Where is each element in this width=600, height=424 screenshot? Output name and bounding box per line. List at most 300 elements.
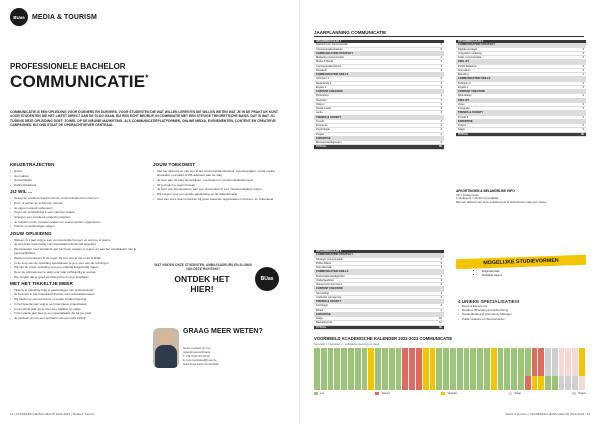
course-credits: 6	[440, 43, 442, 47]
year-title: OPLEIDINGSJAAR 1	[314, 40, 444, 43]
course-name: Grafische vormgeving	[316, 295, 342, 299]
calendar-cell	[470, 348, 477, 355]
course-name: Illustrator	[316, 98, 327, 102]
calendar-cell	[423, 369, 430, 376]
calendar-cell	[416, 383, 423, 390]
calendar-title: VOORBEELD ACADEMISCHE KALENDER 2022-2023 COMMUNICATIE	[314, 336, 453, 341]
course-name: Engels 2	[458, 85, 469, 89]
planning-divider	[314, 36, 584, 37]
calendar-cell	[314, 376, 321, 383]
text-line: 1 studiepunt = 25-30 uur studietijd	[456, 196, 499, 201]
promo-logo: BUas	[255, 267, 279, 291]
calendar-cell	[341, 376, 348, 383]
list-item: • Event	[10, 169, 140, 173]
calendar-cell	[416, 355, 423, 362]
calendar-cell	[565, 362, 572, 369]
calendar-cell	[430, 376, 437, 383]
intro-text: COMMUNICATIE IS EEN OPLEIDING VOOR DOENERS EN DURVERS. VOOR STUDENTEN DIE WAT WILLEN LEREN EN DIE WILLEN WETEN WAT JE IN DE PRAKTIJK KUNT. VOOR STUDENTEN DIE HET LIEFST DIRECT AAN DE SLAG GAAN, BIJ EEN ECHT BEDRIJF, IN COMBINATIE MET EEN STEVIGE THEORETISCHE BASIS. DAT IS WAT JIJ TIJDENS DEZE OPLEIDING DOET: ZOWEL OP DE NIEUWE MARKETING- ALS COMMUNICATIEPLATFORMEN, ONLINE MEDIA, EVENEMENTEN, CONTENT EN CREATIEVE CAMPAGNES. BIJ ONS STAAT DE OPDRACHTGEVER CENTRAAL.	[10, 110, 279, 127]
notes-block	[456, 190, 586, 205]
list-item: • Je studeert af met een opdracht van een echt bedrijf	[10, 316, 140, 320]
list-item: • Wij zijn de enige opleiding met een volledig Engelstalig traject	[10, 265, 140, 269]
total-value: 60	[439, 145, 442, 149]
calendar-cell	[450, 376, 457, 383]
course-name: Project	[316, 132, 325, 136]
course-credits: 3	[440, 102, 442, 106]
course-name: Media & Beeld	[316, 60, 333, 64]
calendar-cell	[375, 355, 382, 362]
course-name: Digitale strategie	[458, 47, 478, 51]
calendar-cell	[450, 369, 457, 376]
list-item: • In het derde jaar ga je voor een halfjaar op stage	[10, 307, 140, 311]
course-credits: 3	[440, 98, 442, 102]
course-name: Public Relations	[458, 64, 477, 68]
calendar-cell	[532, 355, 539, 362]
calendar-cell	[565, 348, 572, 355]
studievormen-block	[456, 257, 586, 278]
calendar-cell	[321, 348, 328, 355]
calendar-cell	[572, 348, 579, 355]
course-credits: 9	[582, 128, 584, 132]
course-name: COMMUNICATION SKILLS	[316, 73, 349, 76]
calendar-cell	[552, 355, 559, 362]
list-item: • Je kunt aan de slag bij bedrijven, overheden en communicatiebureaus	[153, 178, 285, 182]
page-subtitle: PROFESSIONELE BACHELOR	[10, 62, 126, 71]
calendar-cell	[538, 362, 545, 369]
text-line: www.buas.be/communicatie	[183, 361, 219, 366]
calendar-cell	[579, 348, 586, 355]
calendar-cell	[464, 355, 471, 362]
calendar-cell	[450, 362, 457, 369]
course-credits: 3	[440, 77, 442, 81]
calendar-cell	[504, 376, 511, 383]
legend-item: Project	[572, 392, 586, 395]
course-credits: 3	[440, 111, 442, 115]
promo-box[interactable]	[153, 263, 285, 313]
calendar-cell	[423, 348, 430, 355]
calendar-cell	[565, 383, 572, 390]
calendar-cell	[511, 355, 518, 362]
calendar-cell	[552, 369, 559, 376]
keuzetrajecten-list	[10, 169, 140, 187]
calendar-cell	[484, 383, 491, 390]
course-name: CONTENT CREATION	[316, 90, 343, 93]
course-name: Bachelorproef	[316, 321, 333, 325]
course-name: EXPERTISE	[316, 312, 331, 316]
calendar-cell	[457, 348, 464, 355]
calendar-row	[314, 369, 586, 376]
course-credits: 6	[582, 124, 584, 127]
list-item: • Event & Experience	[458, 305, 586, 309]
calendar-cell	[470, 355, 477, 362]
calendar-cell	[559, 348, 566, 355]
course-name: KIES UIT	[458, 98, 469, 102]
calendar-cell	[328, 355, 335, 362]
course-name: Marketing communicatie	[316, 56, 345, 59]
course-credits: 3	[440, 283, 442, 286]
calendar-cell	[389, 355, 396, 362]
calendar-cell	[484, 369, 491, 376]
calendar-cell	[518, 369, 525, 376]
list-item: • We zorgen dat je goed voorbereid bent op je loopbaan	[10, 275, 140, 279]
calendar-cell	[436, 376, 443, 383]
course-credits: 3	[440, 60, 442, 64]
course-name: Psychologie	[316, 128, 330, 132]
calendar-cell	[368, 369, 375, 376]
calendar-cell	[464, 376, 471, 383]
legend-swatch	[508, 392, 512, 395]
course-name: CONTENT CREATION	[316, 287, 343, 291]
course-name: Integrated marketing	[458, 51, 482, 55]
course-name: Photoshop	[316, 94, 329, 98]
course-credits: 3	[582, 81, 584, 85]
calendar-cell	[565, 355, 572, 362]
calendar-cell	[518, 348, 525, 355]
course-name: Video 1	[316, 102, 325, 106]
calendar-cell	[314, 383, 321, 390]
course-credits: 18	[439, 317, 442, 320]
calendar-cell	[396, 362, 403, 369]
list-item: • In de loop van de opleiding specialiseer je je in een van de richtingen	[10, 261, 140, 265]
calendar-cell	[341, 348, 348, 355]
calendar-cell	[443, 369, 450, 376]
course-name: TRENDS & SOCIETY	[316, 115, 342, 119]
studievormen-list	[456, 270, 586, 278]
calendar-cell	[532, 376, 539, 383]
calendar-cell	[559, 355, 566, 362]
course-name: Video	[458, 102, 465, 106]
calendar-cell	[559, 383, 566, 390]
calendar-cell	[436, 348, 443, 355]
text-line: Met een diploma van deze opleiding kun je doorstromen naar een master	[456, 200, 547, 205]
legend-swatch	[314, 392, 318, 395]
calendar-cell	[491, 348, 498, 355]
calendar-cell	[443, 376, 450, 383]
calendar-cell	[328, 376, 335, 383]
jouw-toekomst-list	[153, 169, 285, 201]
course-name: Communicatiestrategie	[316, 47, 343, 51]
calendar-cell	[518, 383, 525, 390]
course-name: Social media	[316, 107, 331, 110]
list-item: • Social Media and Community Manager	[458, 313, 586, 317]
calendar-cell	[328, 348, 335, 355]
calendar-cell	[477, 383, 484, 390]
course-credits: 3	[440, 278, 442, 282]
list-item: • Graag de wondere wereld van de communicatie leren kennen	[10, 196, 140, 200]
calendar-cell	[436, 369, 443, 376]
calendar-cell	[328, 362, 335, 369]
course-credits: 3	[582, 73, 584, 76]
calendar-cell	[355, 383, 362, 390]
specialisaties-list	[458, 305, 586, 322]
table-total-row	[314, 145, 444, 149]
calendar-cell	[491, 369, 498, 376]
title-mark: *	[145, 73, 149, 83]
course-credits: 12	[439, 321, 442, 325]
footer-right: Media & Tourism | ACADEMISCHE BACHELOR 2022-2023 | 15	[505, 412, 590, 416]
calendar-cell	[314, 348, 321, 355]
calendar-cell	[389, 362, 396, 369]
course-name: Visueel communiceren	[316, 283, 343, 286]
text-line: E communicatie@buas.be	[183, 357, 217, 362]
calendar-cell	[579, 369, 586, 376]
calendar-cell	[396, 376, 403, 383]
course-credits: 3	[440, 295, 442, 299]
specialisaties-block	[458, 300, 586, 322]
calendar-cell	[430, 383, 437, 390]
course-name: COMMUNICATION SKILLS	[316, 270, 349, 274]
course-name: Communicatie-theorie	[316, 64, 342, 68]
calendar-cell	[511, 376, 518, 383]
calendar-cell	[518, 355, 525, 362]
calendar-cell	[504, 362, 511, 369]
calendar-cell	[430, 355, 437, 362]
course-name: COMMUNICATION STRATEGY	[316, 51, 354, 55]
course-name: Strategic communicatie	[316, 257, 343, 261]
course-credits: 3	[582, 56, 584, 59]
course-name: Stage	[458, 128, 465, 132]
calendar-cell	[525, 376, 532, 383]
calendar-cell	[382, 362, 389, 369]
course-name: COMMUNICATION STRATEGY	[316, 253, 354, 257]
notes-list	[456, 194, 586, 205]
calendar-cell	[375, 362, 382, 369]
calendar-cell	[382, 348, 389, 355]
calendar-cell	[334, 369, 341, 376]
calendar-cell	[477, 369, 484, 376]
course-credits: 3	[440, 64, 442, 68]
list-item: • Je eigen netwerk opbouwen	[10, 206, 140, 210]
calendar-cell	[504, 355, 511, 362]
course-credits: 3	[440, 291, 442, 295]
list-item: • Veel van onze alumni werken bij grote bekende organisaties in binnen- en buitenland	[153, 197, 285, 201]
total-label: TOTAAL	[316, 145, 327, 149]
promo-text: WAT VINDEN ONZE STUDENTEN, AMBASSADEURS EN ALUMNI VAN DEZE RICHTING?	[154, 263, 252, 271]
calendar-cell	[491, 355, 498, 362]
course-credits: 3	[440, 266, 442, 269]
calendar-cell	[314, 355, 321, 362]
calendar-cell	[382, 369, 389, 376]
total-value: 60	[439, 325, 442, 329]
legend-item: Toetsen	[375, 392, 390, 395]
calendar-cell	[389, 376, 396, 383]
course-name: COMMUNICATION STRATEGY	[458, 43, 496, 47]
calendar-cell	[518, 362, 525, 369]
course-name: Ethiek	[316, 308, 324, 312]
total-value: 60	[581, 132, 584, 136]
calendar-row	[314, 362, 586, 369]
tikkeltje-meer-list	[10, 288, 140, 320]
list-item: • Wij bieden je een leerzame en leuke studieomgeving	[10, 297, 140, 301]
calendar-cell	[416, 376, 423, 383]
calendar-cell	[396, 369, 403, 376]
calendar-cell	[464, 362, 471, 369]
calendar-cell	[457, 383, 464, 390]
calendar-cell	[314, 362, 321, 369]
calendar-cell	[409, 383, 416, 390]
calendar-cell	[572, 362, 579, 369]
calendar-cell	[348, 348, 355, 355]
section-heading-jij-wil: JIJ WIL ...	[10, 189, 33, 195]
calendar-cell	[341, 362, 348, 369]
calendar-cell	[341, 383, 348, 390]
course-name: Onderhandelen	[316, 278, 334, 282]
list-item: • In het vierde jaar kies je een specialisatie die bij jou past	[10, 311, 140, 315]
calendar-cell	[464, 369, 471, 376]
course-name: Storytelling	[316, 291, 329, 295]
calendar-cell	[532, 348, 539, 355]
calendar-cell	[430, 362, 437, 369]
calendar-cell	[552, 376, 559, 383]
calendar-cell	[328, 383, 335, 390]
promo-cta[interactable]: ONTDEK HET HIER!	[174, 274, 230, 294]
year-title: OPLEIDINGSJAAR 3	[314, 250, 444, 253]
course-credits: 3	[582, 64, 584, 68]
calendar-cell	[430, 348, 437, 355]
course-credits: 3	[440, 81, 442, 85]
course-credits: 3	[440, 308, 442, 312]
calendar-cell	[362, 376, 369, 383]
calendar-cell	[355, 376, 362, 383]
contact-block	[153, 322, 293, 382]
calendar-cell	[545, 376, 552, 383]
calendar-cell	[498, 355, 505, 362]
course-credits: 3	[440, 261, 442, 265]
list-item: • Wij zorgen voor een goede aansluiting op de arbeidsmarkt	[153, 192, 285, 196]
course-name: TRENDS & SOCIETY	[316, 300, 342, 303]
list-item: • Werken bij bedrijven in de regio: bij ons doe je het in de praktijk	[10, 256, 140, 260]
calendar-cell	[579, 383, 586, 390]
calendar-cell	[362, 383, 369, 390]
brand-header	[10, 8, 97, 26]
calendar-cell	[464, 383, 471, 390]
calendar-cell	[402, 369, 409, 376]
calendar-cell	[559, 376, 566, 383]
calendar-cell	[402, 362, 409, 369]
calendar-cell	[457, 362, 464, 369]
calendar-cell	[334, 348, 341, 355]
calendar-cell	[314, 369, 321, 376]
right-page	[300, 0, 600, 424]
calendar-cell	[362, 348, 369, 355]
calendar-cell	[464, 348, 471, 355]
text-line: Neem contact op met	[183, 346, 211, 350]
year-2-table	[456, 40, 586, 137]
jij-wil-list	[10, 196, 140, 228]
calendar-cell	[545, 369, 552, 376]
course-credits: 3	[440, 141, 442, 144]
course-name: Marketing en communicatie	[316, 43, 348, 47]
calendar-cell	[525, 362, 532, 369]
calendar-cell	[402, 383, 409, 390]
footer-left: 14 | ACADEMISCHE BACHELOR 2022-2023 | Media & Tourism	[10, 412, 95, 416]
calendar-cell	[525, 355, 532, 362]
list-item: • We besteden veel aandacht aan het leren werken in teams en aan het ontwikkelen van je persoonlijkheid	[10, 247, 140, 255]
legend-swatch	[441, 392, 445, 395]
calendar-cell	[511, 383, 518, 390]
calendar-cell	[559, 369, 566, 376]
calendar-cell	[579, 376, 586, 383]
calendar-cell	[436, 383, 443, 390]
contact-info	[183, 347, 219, 367]
calendar-cell	[423, 362, 430, 369]
year-title: OPLEIDINGSJAAR 2	[456, 40, 586, 43]
calendar-cell	[409, 355, 416, 362]
calendar-row	[314, 376, 586, 383]
calendar-cell	[538, 355, 545, 362]
list-item: • Je bezoekt in het buitenland diverse communicatiebureaus	[10, 292, 140, 296]
calendar-cell	[362, 369, 369, 376]
calendar-cell	[416, 362, 423, 369]
year-3-table	[314, 250, 444, 330]
course-credits: 3	[440, 274, 442, 278]
table-total-row	[456, 133, 586, 137]
legend-item: Les	[314, 392, 324, 395]
course-name: Stage	[316, 317, 323, 320]
calendar-cell	[389, 383, 396, 390]
calendar-cell	[504, 383, 511, 390]
calendar-cell	[402, 355, 409, 362]
course-name: COMMUNICATION SKILLS	[458, 77, 491, 81]
legend-item: Vakantie	[441, 392, 457, 395]
course-credits: 3	[440, 124, 442, 127]
course-credits: 3	[440, 119, 442, 123]
calendar-cell	[416, 348, 423, 355]
course-name: Trends	[316, 119, 324, 123]
calendar-cell	[348, 369, 355, 376]
course-name: Trends 2	[458, 115, 469, 119]
list-item: • Of je begint je eigen bureau	[153, 183, 285, 187]
course-name: EXPERTISE	[316, 136, 331, 140]
calendar-cell	[504, 348, 511, 355]
course-credits: 3	[440, 94, 442, 98]
calendar-cell	[409, 369, 416, 376]
calendar-cell	[545, 383, 552, 390]
calendar-cell	[341, 369, 348, 376]
calendar-cell	[559, 362, 566, 369]
course-name: Engels 1	[316, 85, 327, 89]
course-name: Research	[316, 68, 328, 72]
studievormen-banner: MOGELIJKE STUDIEVORMEN	[456, 255, 586, 270]
calendar-cell	[348, 355, 355, 362]
page-title	[10, 72, 149, 92]
calendar-cell	[321, 362, 328, 369]
calendar-cell	[389, 348, 396, 355]
calendar-cell	[443, 362, 450, 369]
list-item: • Je wordt als toekomstig communicatieprofessional opgeleid	[10, 242, 140, 246]
list-item: • Deeltijds traject	[482, 274, 586, 278]
calendar-cell	[491, 376, 498, 383]
list-item: • Social Media	[10, 178, 140, 182]
course-credits: 6	[440, 47, 442, 51]
calendar-row	[314, 355, 586, 362]
calendar-row	[314, 383, 586, 390]
course-name: TRENDS & SOCIETY	[458, 111, 484, 115]
calendar-cell	[375, 348, 382, 355]
course-name: Journalism	[458, 68, 471, 72]
course-name: Schrijven 1	[316, 77, 329, 81]
section-heading-jouw-opleiding: JOUW OPLEIDING	[10, 230, 52, 236]
course-name: Schrijven 2	[458, 81, 471, 85]
calendar-cell	[572, 383, 579, 390]
course-name: Nederlands 1	[316, 81, 332, 85]
table-total-row	[314, 326, 444, 330]
calendar-cell	[355, 355, 362, 362]
calendar-cell	[491, 383, 498, 390]
calendar-cell	[348, 383, 355, 390]
course-credits: 3	[440, 107, 442, 110]
calendar-cell	[396, 355, 403, 362]
calendar-cell	[450, 348, 457, 355]
